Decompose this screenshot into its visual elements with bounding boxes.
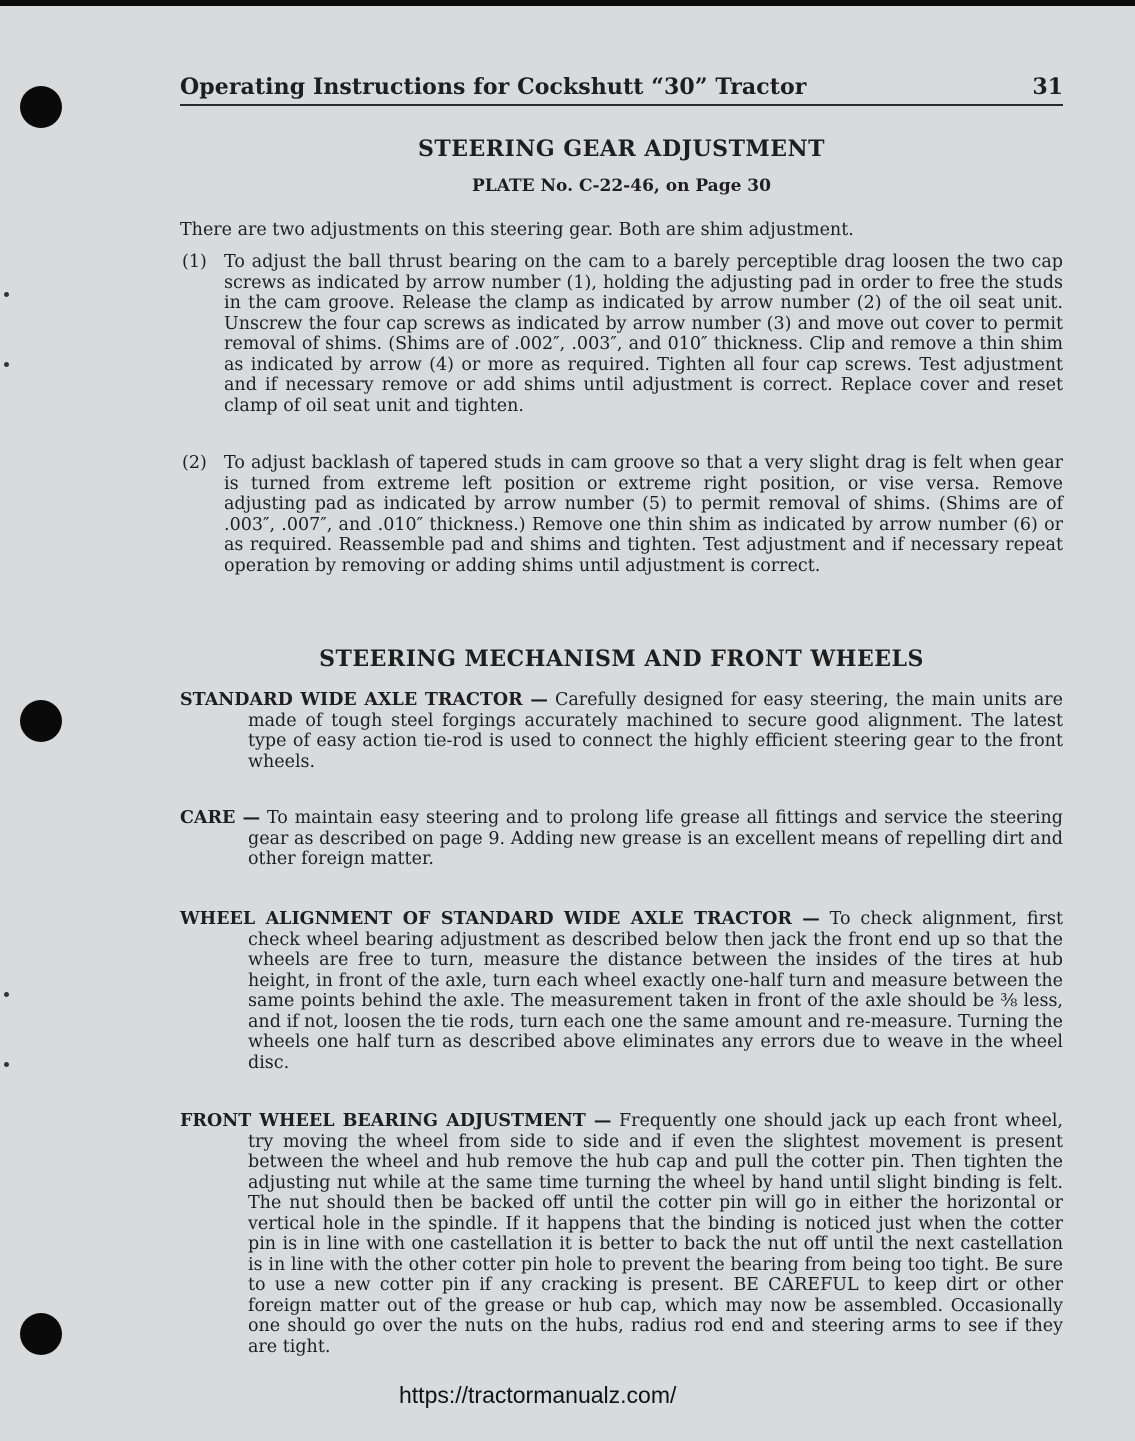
scan-speck [4,1062,9,1067]
paragraph-label: WHEEL ALIGNMENT OF STANDARD WIDE AXLE TRACTOR — [180,909,820,929]
plate-reference: PLATE No. C-22-46, on Page 30 [472,176,771,196]
scan-speck [4,362,9,367]
paragraph-label: STANDARD WIDE AXLE TRACTOR — [180,690,548,710]
paragraph-front-wheel-bearing [180,1111,1063,1357]
intro-paragraph: There are two adjustments on this steering gear. Both are shim adjustment. [180,220,854,240]
page-number: 31 [1032,74,1063,100]
source-url[interactable]: https://tractormanualz.com/ [399,1382,677,1408]
paragraph-text: Carefully designed for easy steering, the main units are made of tough steel forgings accurately machined to secure good alignment. The latest type of easy action tie-rod is used to connect the highly efficient steering gear to the front wheels. [248,690,1063,772]
item-number: (1) [182,252,207,272]
paragraph-care [180,808,1063,870]
paragraph-label: FRONT WHEEL BEARING ADJUSTMENT — [180,1111,612,1131]
scan-top-edge [0,0,1135,6]
paragraph-text: Frequently one should jack up each front wheel, try moving the wheel from side to side and if even the slightest movement is present between the wheel and hub remove the hub cap and pull the cotter pin. Then tighten the adjusting nut while at the same time turning the wheel by hand until slight binding is felt. The nut should then be backed off until the cotter pin will go in either the horizontal or vertical hole in the spindle. If it happens that the binding is noticed just when the cotter pin is in line with one castellation it is better to back the nut off until the next castellation is in line with the other cotter pin hole to prevent the bearing from being too tight. Be sure to use a new cotter pin if any cracking is present. BE CAREFUL to keep dirt or other foreign matter out of the grease or hub cap, which may now be assembled. Occasionally one should go over the nuts on the hubs, radius rod end and steering arms to see if they are tight. [248,1111,1063,1357]
scan-speck [4,292,9,297]
item-text: To adjust backlash of tapered studs in cam groove so that a very slight drag is felt when gear is turned from extreme left position or extreme right position, or vise versa. Remove adjusting pad as indicated by arrow number (5) to permit removal of shims. (Shims are of .003″, .007″, and .010″ thickness.) Remove one thin shim as indicated by arrow number (6) or as required. Reassemble pad and shims and tighten. Test adjustment and if necessary repeat operation by removing or adding shims until adjustment is correct. [224,453,1063,576]
binder-hole [20,86,62,128]
adjustment-item-2 [180,453,1063,576]
header-title: Operating Instructions for Cockshutt “30” Tractor [180,74,807,100]
paragraph-text: To check alignment, first check wheel bearing adjustment as described below then jack the front end up so that the wheels are free to turn, measure the distance between the insides of the tires at hub height, in front of the axle, turn each wheel exactly one-half turn and measure between the same points behind the axle. The measurement taken in front of the axle should be ⅜ less, and if not, loosen the tie rods, turn each one the same amount and re-measure. Turning the wheels one half turn as described above eliminates any errors due to weave in the wheel disc. [248,909,1063,1073]
section-title-steering-mechanism: STEERING MECHANISM AND FRONT WHEELS [319,646,924,672]
binder-hole [20,1313,62,1355]
binder-hole [20,700,62,742]
paragraph-text: To maintain easy steering and to prolong life grease all fittings and service the steering gear as described on page 9. Adding new grease is an excellent means of repelling dirt and other foreign matter. [248,808,1063,869]
section-title-steering-gear: STEERING GEAR ADJUSTMENT [417,136,826,162]
scan-speck [4,992,9,997]
paragraph-label: CARE — [180,808,261,828]
paragraph-wheel-alignment [180,909,1063,1073]
paragraph-standard-wide-axle [180,690,1063,772]
page-header [180,72,1063,106]
item-text: To adjust the ball thrust bearing on the cam to a barely perceptible drag loosen the two cap screws as indicated by arrow number (1), holding the adjusting pad in order to free the studs in the cam groove. Release the clamp as indicated by arrow number (2) of the oil seat unit. Unscrew the four cap screws as indicated by arrow number (3) and move out cover to permit removal of shims. (Shims are of .002″, .003″, and 010″ thickness. Clip and remove a thin shim as indicated by arrow (4) or more as required. Tighten all four cap screws. Test adjustment and if necessary remove or add shims until adjustment is correct. Replace cover and reset clamp of oil seat unit and tighten. [224,252,1063,416]
item-number: (2) [182,453,207,473]
adjustment-item-1 [180,252,1063,416]
